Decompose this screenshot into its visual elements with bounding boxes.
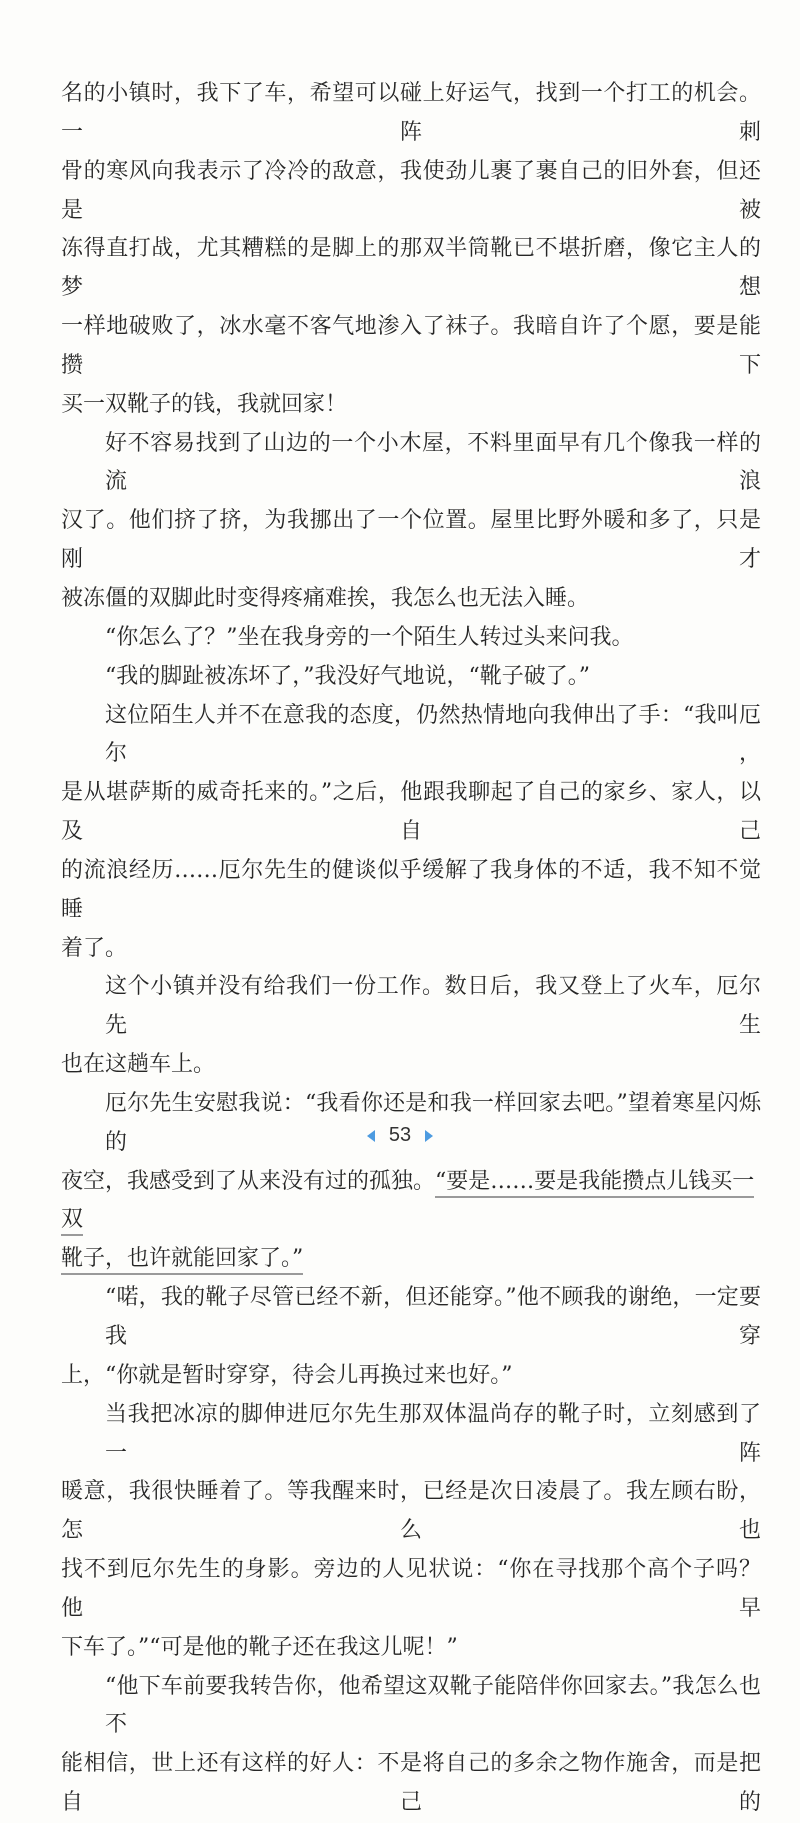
paragraph bbox=[61, 1085, 761, 1279]
text-line bbox=[61, 1163, 761, 1241]
paragraph bbox=[61, 658, 761, 697]
text-line: 厄尔先生安慰我说：“我看你还是和我一样回家去吧。”望着寒星闪烁的 bbox=[105, 1090, 761, 1155]
text-line: 当我把冰凉的脚伸进厄尔先生那双体温尚存的靴子时，立刻感到了一阵 bbox=[105, 1401, 761, 1466]
paragraph bbox=[61, 619, 761, 658]
text-line: 的流浪经历……厄尔先生的健谈似乎缓解了我身体的不适，我不知不觉睡 bbox=[61, 857, 761, 922]
paragraph bbox=[61, 425, 761, 619]
paragraph bbox=[61, 968, 761, 1085]
paragraph bbox=[61, 1668, 761, 1823]
text-line: 汉了。他们挤了挤，为我挪出了一个位置。屋里比野外暖和多了，只是刚才 bbox=[61, 508, 761, 573]
text-line: 是从堪萨斯的威奇托来的。”之后，他跟我聊起了自己的家乡、家人，以及自己 bbox=[61, 780, 761, 845]
text-line: 上，“你就是暂时穿穿，待会儿再换过来也好。” bbox=[61, 1362, 513, 1388]
text-line: 好不容易找到了山边的一个小木屋，不料里面早有几个像我一样的流浪 bbox=[105, 430, 761, 495]
paragraph bbox=[61, 697, 761, 969]
text-line: 也在这趟车上。 bbox=[61, 1052, 216, 1078]
text-line: 被冻僵的双脚此时变得疼痛难挨，我怎么也无法入睡。 bbox=[61, 585, 590, 611]
text-segment: 夜空，我感受到了从来没有过的孤独。 bbox=[61, 1168, 436, 1194]
document-body bbox=[61, 75, 761, 1823]
underlined-sentence: “要是……要是我能攒点儿钱买一双 bbox=[61, 1169, 754, 1237]
text-line: 下车了。”“可是他的靴子还在我这儿呢！” bbox=[61, 1634, 458, 1660]
page-footer bbox=[0, 1124, 800, 1147]
text-line: “喏，我的靴子尽管已经不新，但还能穿。”他不顾我的谢绝，一定要我穿 bbox=[105, 1285, 761, 1349]
text-line: 能相信，世上还有这样的好人：不是将自己的多余之物作施舍，而是把自己的 bbox=[61, 1751, 761, 1816]
text-line: 暖意，我很快睡着了。等我醒来时，已经是次日凌晨了。我左顾右盼，怎么也 bbox=[61, 1479, 761, 1544]
underlined-sentence: 靴子，也许就能回家了。” bbox=[61, 1246, 303, 1275]
text-line: 这个小镇并没有给我们一份工作。数日后，我又登上了火车，厄尔先生 bbox=[105, 974, 761, 1039]
text-line: 买一双靴子的钱，我就回家！ bbox=[61, 391, 348, 417]
text-line: 冻得直打战，尤其糟糕的是脚上的那双半筒靴已不堪折磨，像它主人的梦想 bbox=[61, 236, 761, 301]
paragraph bbox=[61, 75, 761, 425]
text-line: 名的小镇时，我下了车，希望可以碰上好运气，找到一个打工的机会。一阵刺 bbox=[61, 81, 761, 145]
text-line: “我的脚趾被冻坏了，”我没好气地说，“靴子破了。” bbox=[105, 663, 590, 689]
text-line: 一样地破败了，冰水毫不客气地渗入了袜子。我暗自许了个愿，要是能攒下 bbox=[61, 314, 761, 378]
page-number: 53 bbox=[388, 1124, 412, 1146]
text-line: 找不到厄尔先生的身影。旁边的人见状说：“你在寻找那个高个子吗？ 他早 bbox=[61, 1557, 761, 1621]
text-line: 这位陌生人并不在意我的态度，仍然热情地向我伸出了手：“我叫厄尔， bbox=[105, 702, 761, 767]
text-line: “你怎么了？”坐在我身旁的一个陌生人转过头来问我。 bbox=[105, 624, 634, 650]
paragraph bbox=[61, 1396, 761, 1668]
previous-page-icon[interactable] bbox=[367, 1130, 375, 1142]
next-page-icon[interactable] bbox=[425, 1130, 433, 1142]
text-line: 着了。 bbox=[61, 935, 128, 961]
text-line: 骨的寒风向我表示了冷冷的敌意，我使劲儿裹了裹自己的旧外套，但还是被 bbox=[61, 158, 761, 223]
text-line bbox=[61, 1240, 761, 1279]
paragraph bbox=[61, 1279, 761, 1396]
text-line: “他下车前要我转告你，他希望这双靴子能陪伴你回家去。”我怎么也不 bbox=[105, 1673, 761, 1738]
